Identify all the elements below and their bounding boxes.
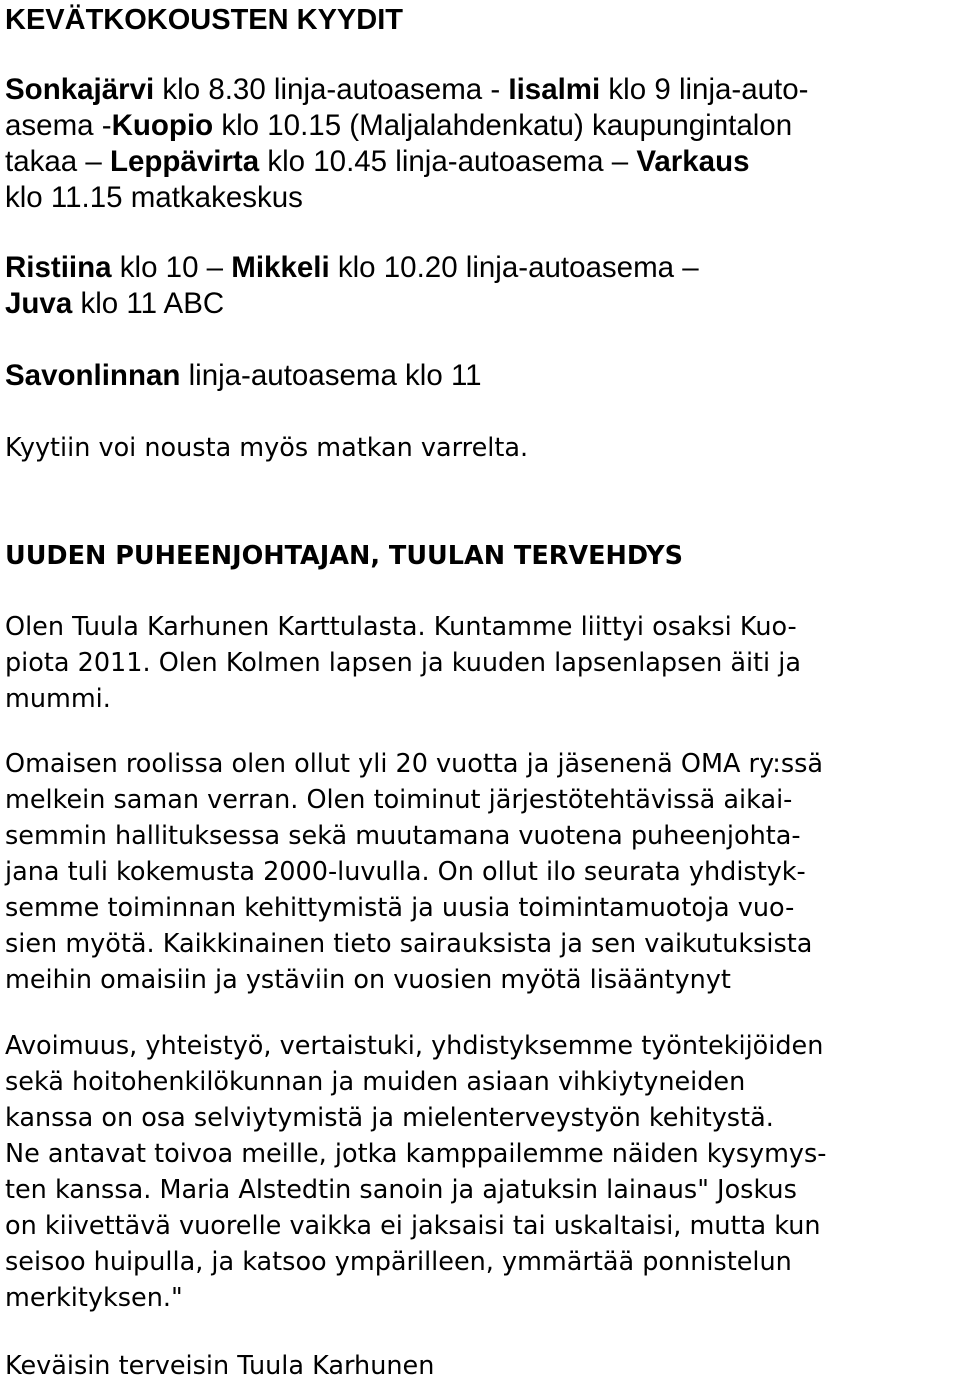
text-line: melkein saman verran. Olen toiminut järjestötehtävissä aikai-: [5, 785, 793, 815]
text-line: meihin omaisiin ja ystäviin on vuosien myötä lisääntynyt: [5, 965, 731, 995]
ride-line: Sonkajärvi klo 8.30 linja-autoasema - Iisalmi klo 9 linja-auto-: [5, 73, 809, 106]
text-line: semme toiminnan kehittymistä ja uusia toimintamuotoja vuo-: [5, 893, 795, 923]
text-line: piota 2011. Olen Kolmen lapsen ja kuuden lapsenlapsen äiti ja: [5, 648, 801, 678]
text-line: seisoo huipulla, ja katsoo ympärilleen, ymmärtää ponnistelun: [5, 1247, 792, 1277]
greeting-paragraph-3: [5, 1028, 945, 1316]
greeting-paragraph-1: [5, 609, 945, 717]
ride-route-savonlinna: [5, 358, 945, 394]
text-line: sekä hoitohenkilökunnan ja muiden asiaan vihkiytyneiden: [5, 1067, 746, 1097]
ride-line: Juva klo 11 ABC: [5, 287, 225, 320]
greeting-paragraph-2: [5, 746, 945, 998]
ride-line: Ristiina klo 10 – Mikkeli klo 10.20 linja-autoasema –: [5, 251, 699, 284]
page-title: KEVÄTKOKOUSTEN KYYDIT: [5, 4, 403, 36]
text-line: sien myötä. Kaikkinainen tieto sairauksista ja sen vaikutuksista: [5, 929, 813, 959]
ride-route-sonkajarvi: [5, 72, 945, 216]
text-line: on kiivettävä vuorelle vaikka ei jaksaisi tai uskaltaisi, mutta kun: [5, 1211, 821, 1241]
ride-line: Savonlinnan linja-autoasema klo 11: [5, 359, 482, 392]
text-line: Avoimuus, yhteistyö, vertaistuki, yhdistyksemme työntekijöiden: [5, 1031, 824, 1061]
text-line: Olen Tuula Karhunen Karttulasta. Kuntamme liittyi osaksi Kuo-: [5, 612, 797, 642]
text-line: jana tuli kokemusta 2000-luvulla. On ollut ilo seurata yhdistyk-: [5, 857, 806, 887]
text-line: mummi.: [5, 684, 111, 714]
ride-line: asema -Kuopio klo 10.15 (Maljalahdenkatu) kaupungintalon: [5, 109, 793, 142]
ride-line: klo 11.15 matkakeskus: [5, 181, 303, 214]
ride-route-ristiina: [5, 250, 945, 322]
text-line: ten kanssa. Maria Alstedtin sanoin ja ajatuksin lainaus" Joskus: [5, 1175, 797, 1205]
text-line: kanssa on osa selviytymistä ja mielenterveystyön kehitystä.: [5, 1103, 774, 1133]
ride-line: takaa – Leppävirta klo 10.45 linja-autoasema – Varkaus: [5, 145, 750, 178]
text-line: semmin hallituksessa sekä muutamana vuotena puheenjohta-: [5, 821, 801, 851]
text-line: Omaisen roolissa olen ollut yli 20 vuotta ja jäsenenä OMA ry:ssä: [5, 749, 824, 779]
text-line: merkityksen.": [5, 1283, 183, 1313]
text-line: Ne antavat toivoa meille, jotka kamppailemme näiden kysymys-: [5, 1139, 827, 1169]
section-heading: UUDEN PUHEENJOHTAJAN, TUULAN TERVEHDYS: [5, 541, 684, 571]
ride-note: Kyytiin voi nousta myös matkan varrelta.: [5, 433, 529, 463]
signoff: Keväisin terveisin Tuula Karhunen: [5, 1351, 435, 1381]
